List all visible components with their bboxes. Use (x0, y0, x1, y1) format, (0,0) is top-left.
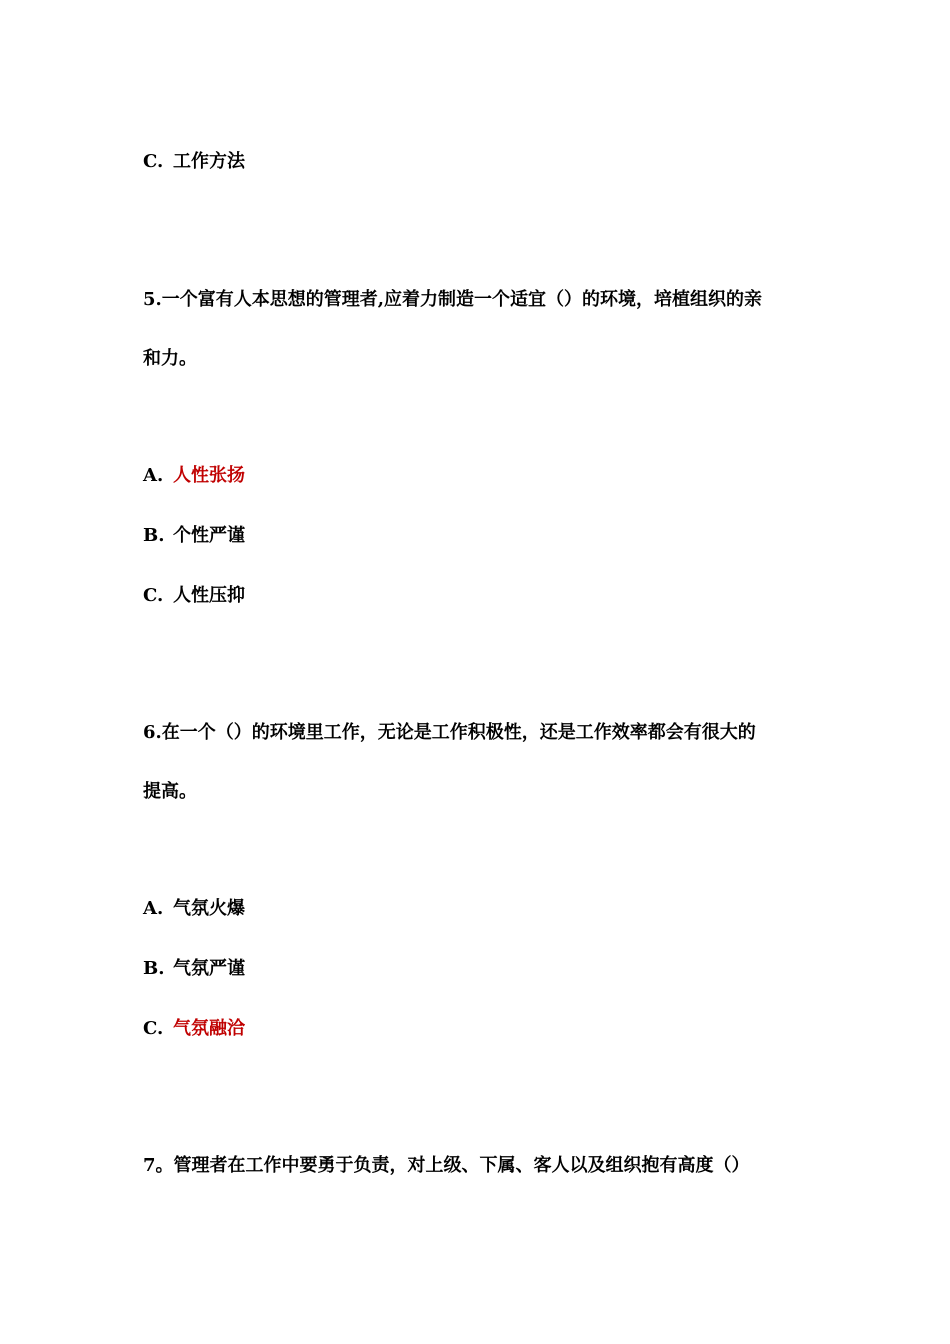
question-number: 5. (143, 289, 162, 310)
question-text: 管理者在工作中要勇于负责，对上级、下属、客人以及组织抱有高度（） (173, 1155, 750, 1176)
question-5-stem-line2 (143, 347, 197, 371)
option-text: 气氛严谨 (173, 958, 245, 979)
option-text-correct: 人性张扬 (173, 465, 245, 486)
question-text: 一个富有人本思想的管理者,应着力制造一个适宜（）的环境，培植组织的亲 (161, 289, 763, 310)
option-text: 个性严谨 (173, 525, 245, 546)
option-text: 气氛火爆 (173, 898, 245, 919)
option-letter: B. (143, 525, 165, 546)
question-text: 和力。 (143, 348, 197, 369)
option-letter: A. (143, 898, 164, 919)
option-letter: C. (143, 585, 164, 606)
question-text: 在一个（）的环境里工作，无论是工作积极性，还是工作效率都会有很大的 (161, 722, 756, 743)
option-letter: B. (143, 958, 165, 979)
question-5-option-c (143, 584, 245, 608)
option-text: 工作方法 (173, 151, 245, 172)
question-text: 提高。 (143, 781, 197, 802)
prev-option-c (143, 150, 245, 174)
question-7-stem-line1 (143, 1154, 750, 1178)
option-letter: C. (143, 151, 164, 172)
option-letter: C. (143, 1018, 164, 1039)
question-5-stem-line1 (143, 288, 762, 312)
question-5-option-b (143, 524, 245, 548)
question-6-option-b (143, 957, 245, 981)
question-number: 7。 (143, 1155, 174, 1176)
option-text-correct: 气氛融洽 (173, 1018, 245, 1039)
question-6-stem-line2 (143, 780, 197, 804)
question-5-option-a (143, 464, 245, 488)
question-6-stem-line1 (143, 721, 756, 745)
option-text: 人性压抑 (173, 585, 245, 606)
option-letter: A. (143, 465, 164, 486)
question-number: 6. (143, 722, 162, 743)
question-6-option-c (143, 1017, 245, 1041)
question-6-option-a (143, 897, 245, 921)
